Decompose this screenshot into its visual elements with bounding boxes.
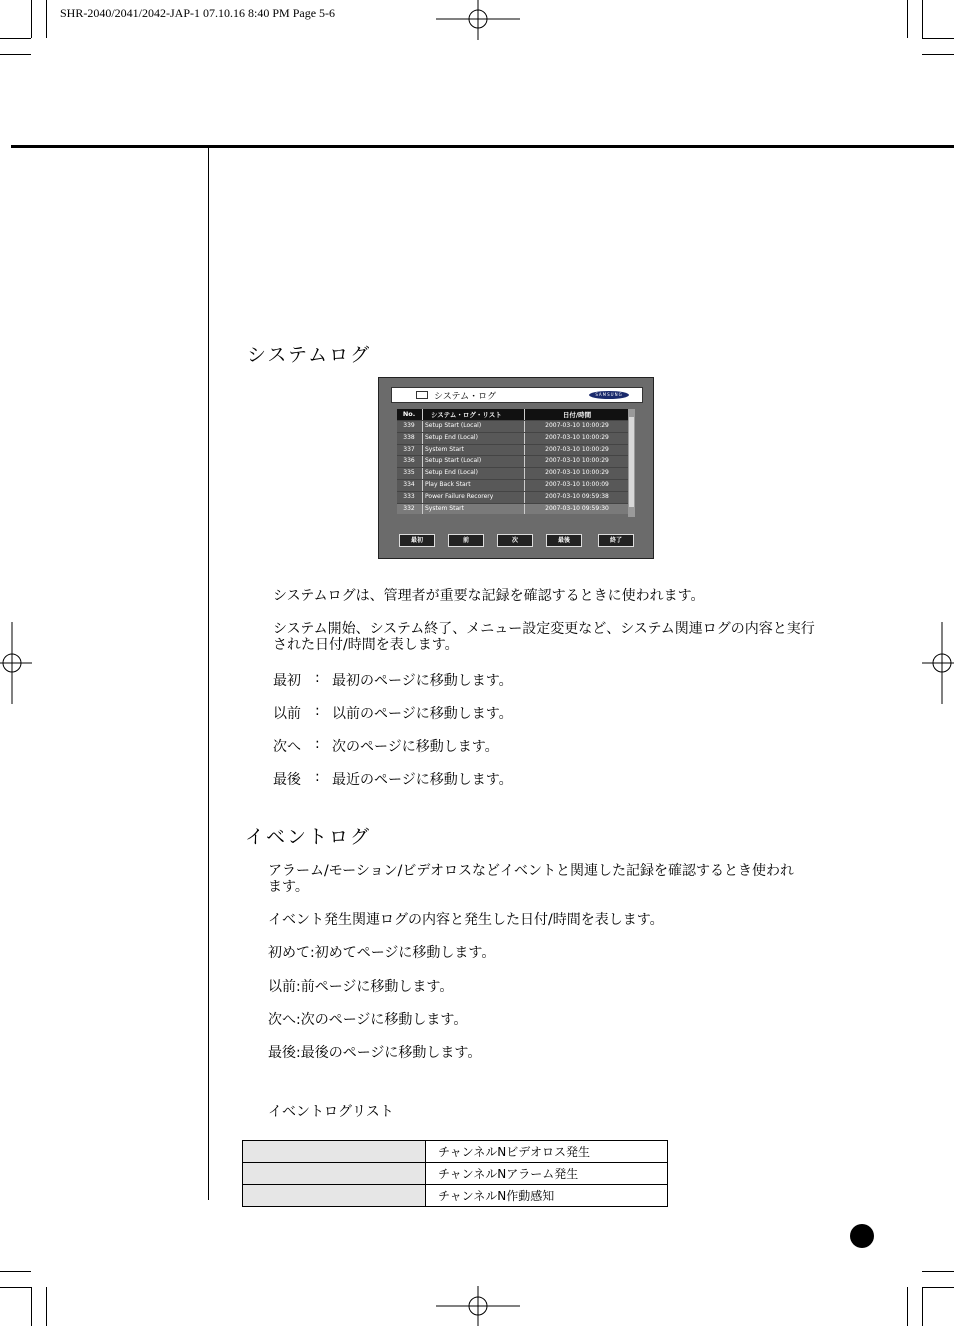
table-scrollbar[interactable] xyxy=(628,409,635,517)
col-log: システム・ログ・リスト xyxy=(431,411,502,419)
system-log-screenshot xyxy=(378,377,654,559)
crop-mark-br-v1 xyxy=(907,1287,908,1326)
system-log-para1: システムログは、管理者が重要な記録を確認するときに使われます。 xyxy=(273,588,705,604)
first-button[interactable]: 最初 xyxy=(399,534,435,547)
table-row[interactable]: 333 Power Failure Recorery 2007-03-10 09:59:38 xyxy=(397,491,629,503)
crop-mark-bl-h1 xyxy=(0,1271,31,1272)
system-log-para2-line1: システム開始、システム終了、メニュー設定変更など、システム関連ログの内容と実行 xyxy=(273,621,815,637)
table-row[interactable]: 338 Setup End (Local) 2007-03-10 10:00:29 xyxy=(397,432,629,444)
next-button[interactable]: 次 xyxy=(497,534,533,547)
crop-mark-tl-v1 xyxy=(31,0,32,38)
def-colon-prev: : xyxy=(315,703,320,719)
def-colon-first: : xyxy=(315,670,320,686)
registration-mark-bottom-icon xyxy=(436,1286,520,1326)
crop-mark-tl-v2 xyxy=(46,0,47,38)
event-cell-right: チャンネルN作動感知 xyxy=(426,1185,668,1207)
def-term-first: 最初 xyxy=(273,673,301,689)
table-row[interactable]: 334 Play Back Start 2007-03-10 10:00:09 xyxy=(397,479,629,491)
crop-mark-bl-v2 xyxy=(46,1287,47,1326)
last-button[interactable]: 最後 xyxy=(546,534,582,547)
crop-mark-tr-h1 xyxy=(922,38,954,39)
table-row[interactable]: 335 Setup End (Local) 2007-03-10 10:00:29 xyxy=(397,467,629,479)
table-row[interactable]: 332 System Start 2007-03-10 09:59:30 xyxy=(397,503,629,515)
def-desc-next: 次のページに移動します。 xyxy=(332,739,499,755)
event-log-list-table xyxy=(242,1140,668,1207)
event-log-para1-line2: ます。 xyxy=(268,879,309,895)
scrollbar-thumb[interactable] xyxy=(629,417,634,507)
crop-mark-br-h1 xyxy=(922,1271,954,1272)
crop-mark-bl-h2 xyxy=(0,1287,31,1288)
registration-mark-right-icon xyxy=(922,622,954,704)
screenshot-title-bar xyxy=(391,387,643,403)
event-cell-right: チャンネルNアラーム発生 xyxy=(426,1163,668,1185)
crop-mark-tr-h2 xyxy=(922,54,954,55)
table-row xyxy=(243,1141,668,1163)
event-log-item-prev: 以前:前ページに移動します。 xyxy=(268,979,454,995)
crop-mark-tl-h2 xyxy=(0,54,31,55)
system-log-heading: システムログ xyxy=(247,344,372,366)
def-term-prev: 以前 xyxy=(273,706,301,722)
registration-mark-left-icon xyxy=(0,622,32,704)
menu-icon xyxy=(416,391,428,399)
event-log-para1-line1: アラーム/モーション/ビデオロスなどイベントと関連した記録を確認するとき使われ xyxy=(268,863,795,879)
screenshot-title: システム・ログ xyxy=(434,392,497,402)
table-row xyxy=(243,1163,668,1185)
registration-mark-top-icon xyxy=(436,0,520,40)
table-row[interactable]: 339 Setup Start (Local) 2007-03-10 10:00:29 xyxy=(397,420,629,432)
top-rule xyxy=(11,145,954,148)
samsung-logo: SAMSUNG xyxy=(589,391,629,399)
event-cell-right: チャンネルNビデオロス発生 xyxy=(426,1141,668,1163)
system-log-table xyxy=(397,409,629,514)
crop-mark-bl-v1 xyxy=(31,1287,32,1326)
event-log-item-last: 最後:最後のページに移動します。 xyxy=(268,1045,482,1061)
crop-mark-tl-h1 xyxy=(0,38,31,39)
table-header xyxy=(397,409,629,420)
col-no: No. xyxy=(402,410,416,418)
event-log-para2: イベント発生関連ログの内容と発生した日付/時間を表します。 xyxy=(268,912,664,928)
event-cell-left xyxy=(243,1185,426,1207)
def-term-next: 次へ xyxy=(273,739,301,755)
event-log-item-first: 初めて:初めてページに移動します。 xyxy=(268,945,496,961)
crop-mark-br-h2 xyxy=(922,1287,954,1288)
def-desc-prev: 以前のページに移動します。 xyxy=(332,706,513,722)
system-log-para2-line2: された日付/時間を表します。 xyxy=(273,637,459,653)
def-desc-first: 最初のページに移動します。 xyxy=(332,673,513,689)
event-log-item-next: 次へ:次のページに移動します。 xyxy=(268,1012,468,1028)
crop-mark-br-v2 xyxy=(922,1287,923,1326)
col-datetime: 日付/時間 xyxy=(562,411,592,419)
left-margin-rule xyxy=(208,148,209,1200)
event-cell-left xyxy=(243,1163,426,1185)
def-desc-last: 最近のページに移動します。 xyxy=(332,772,513,788)
page-marker-dot xyxy=(850,1224,874,1248)
crop-mark-tr-v1 xyxy=(907,0,908,38)
exit-button[interactable]: 終了 xyxy=(598,534,634,547)
def-colon-last: : xyxy=(315,769,320,785)
table-row xyxy=(243,1185,668,1207)
crop-mark-tr-v2 xyxy=(922,0,923,38)
event-log-list-title: イベントログリスト xyxy=(268,1104,394,1120)
def-colon-next: : xyxy=(315,736,320,752)
prev-button[interactable]: 前 xyxy=(448,534,484,547)
table-row[interactable]: 336 Setup Start (Local) 2007-03-10 10:00:29 xyxy=(397,455,629,467)
event-cell-left xyxy=(243,1141,426,1163)
def-term-last: 最後 xyxy=(273,772,301,788)
print-slug: SHR-2040/2041/2042-JAP-1 07.10.16 8:40 PM Page 5-6 xyxy=(60,6,336,20)
event-log-heading: イベントログ xyxy=(245,826,372,848)
table-row[interactable]: 337 System Start 2007-03-10 10:00:29 xyxy=(397,444,629,456)
